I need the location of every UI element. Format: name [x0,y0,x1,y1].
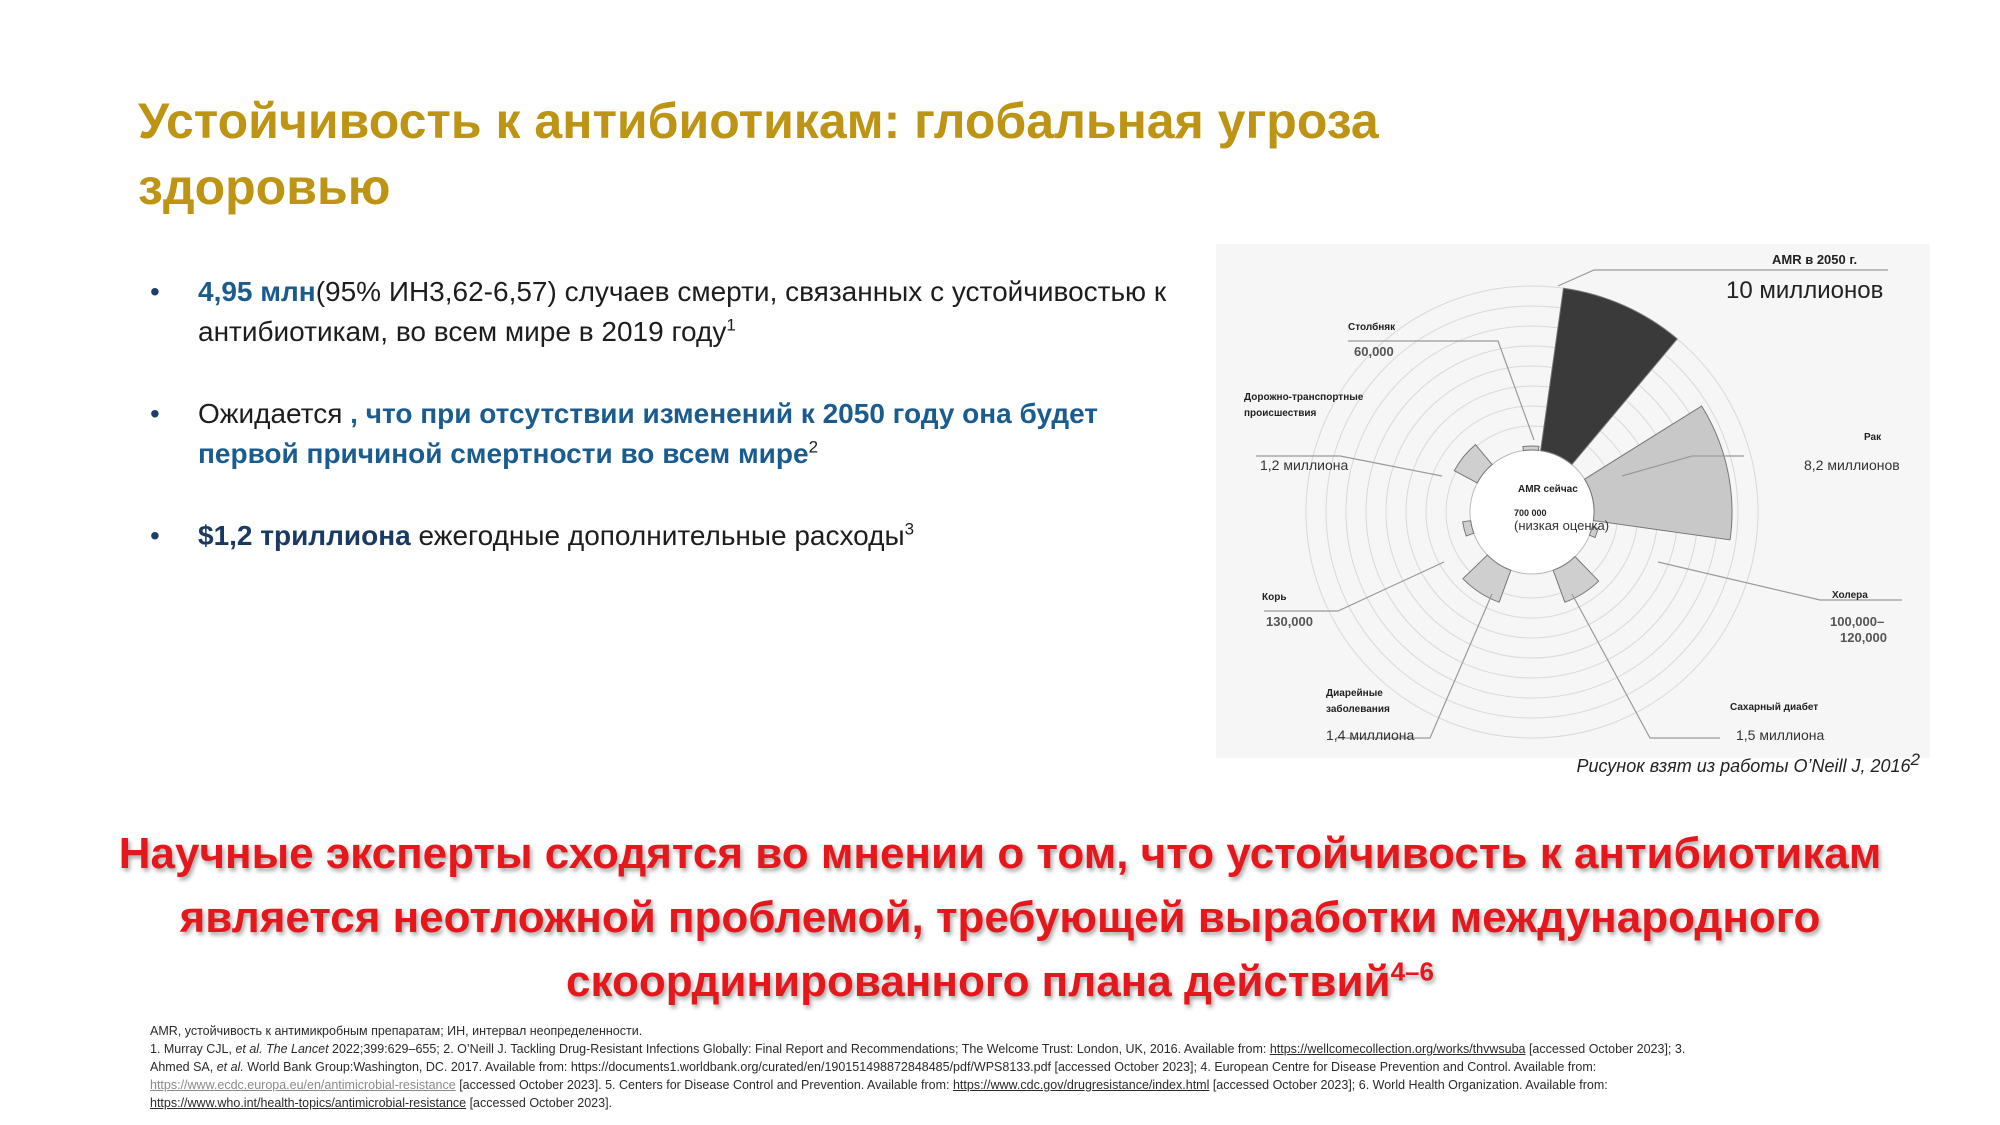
ref-text: 1. Murray CJL, [150,1042,236,1056]
callout-refs: 4–6 [1390,956,1434,987]
label-measles-title: Корь [1262,592,1287,603]
forecast-text: , что при отсутствии изменений к 2050 году она будет первой причиной смертности во всем мире [198,398,1099,469]
label-measles-value: 130,000 [1266,614,1313,629]
wedge-tetanus [1523,446,1539,451]
ref-text: et al. [235,1042,263,1056]
link-cdc[interactable]: https://www.cdc.gov/drugresistance/index.html [952,1078,1210,1092]
label-traffic-value: 1,2 миллиона [1260,457,1349,473]
label-traffic-title-1: Дорожно-транспортные [1244,392,1364,403]
abbreviations: AMR, устойчивость к антимикробным препаратам; ИН, интервал неопределенности. [150,1024,643,1038]
bullet-deaths-2019 [150,272,1190,352]
link-who[interactable]: https://www.who.int/health-topics/antimicrobial-resistance [150,1096,467,1110]
key-facts-list [150,272,1190,598]
ref-text: et al. [216,1060,244,1074]
label-tetanus-value: 60,000 [1354,344,1394,359]
bullet-forecast-2050 [150,394,1190,474]
deaths-text: (95% ИН3,62-6,57) случаев смерти, связанных с устойчивостью к антибиотикам, во всем мире в 2019 году [198,276,1167,347]
deaths-figure: 4,95 млн [198,276,316,307]
label-cancer-title: Рак [1864,432,1882,443]
cost-figure: $1,2 триллиона [198,520,411,551]
ref-2: 2 [808,437,819,457]
ref-text: World Bank Group:Washington, DC. 2017. Available from: https://documents1.worldbank.org/curated/en/190151498872848485/pdf/WPS8133.pdf [accessed October 2023]; 4. European Centre for Disease Prevention and Control. Available from: [243,1060,1597,1074]
bullet-costs [150,516,1190,556]
footnotes [150,1022,1850,1112]
key-message-callout [100,822,1900,1014]
label-amr-now-title: AMR сейчас [1518,484,1578,495]
label-amr2050-title: AMR в 2050 г. [1772,252,1858,267]
label-amr2050-value: 10 миллионов [1726,277,1884,304]
page-title: Устойчивость к антибиотикам: глобальная угроза здоровью [138,93,1379,215]
link-wellcome[interactable]: https://wellcomecollection.org/works/thvwsuba [1269,1042,1526,1056]
label-amr-now-value: 700 000 [1514,508,1547,518]
callout-text: Научные эксперты сходятся во мнении о том, что устойчивость к антибиотикам является неотложной проблемой, требующей выработки международного скоординированного плана действий [118,829,1882,1006]
label-diabetes-value: 1,5 миллиона [1736,727,1825,743]
ref-text: 2022;399:629–655; 2. O’Neill J. Tackling Drug-Resistant Infections Globally: Final Report and Recommendations; The Welcome Trust: London, UK, 2016. Available from: [328,1042,1270,1056]
ref-text: The Lancet [262,1042,329,1056]
ref-text: [accessed October 2023]. 5. Centers for Disease Control and Prevention. Available from: [455,1078,953,1092]
caption-ref: 2 [1910,750,1920,769]
ref-3: 3 [904,519,915,539]
figure-caption [1500,750,1920,777]
label-diarrhea-title-1: Диарейные [1326,688,1383,699]
label-tetanus-title: Столбняк [1348,322,1396,333]
label-amr-now-note: (низкая оценка) [1514,518,1610,533]
ref-1: 1 [726,315,736,335]
leader-diarrhea [1336,594,1492,738]
label-diarrhea-value: 1,4 миллиона [1326,727,1415,743]
forecast-lead: Ожидается [198,398,351,429]
cost-text: ежегодные дополнительные расходы [410,520,905,551]
ref-text: [accessed October 2023]; 6. World Health Organization. Available from: [1209,1078,1608,1092]
link-ecdc[interactable]: https://www.ecdc.europa.eu/en/antimicrobial-resistance [150,1078,456,1092]
ref-text: Ahmed SA, [150,1060,217,1074]
label-cholera-value-1: 100,000– [1830,614,1885,629]
caption-text: Рисунок взят из работы O’Neill J, 2016 [1576,756,1911,776]
label-diabetes-title: Сахарный диабет [1730,702,1819,713]
label-cancer-value: 8,2 миллионов [1804,457,1900,473]
amr-radial-chart [1216,244,1930,758]
label-diarrhea-title-2: заболевания [1326,704,1390,715]
ref-text: [accessed October 2023]; 3. [1525,1042,1686,1056]
amr-deaths-figure [1216,244,1930,758]
references [150,1040,1850,1112]
ref-text: [accessed October 2023]. [466,1096,613,1110]
label-cholera-title: Холера [1832,590,1868,601]
leader-measles [1264,562,1444,611]
label-cholera-value-2: 120,000 [1840,630,1887,645]
label-traffic-title-2: происшествия [1244,408,1317,419]
